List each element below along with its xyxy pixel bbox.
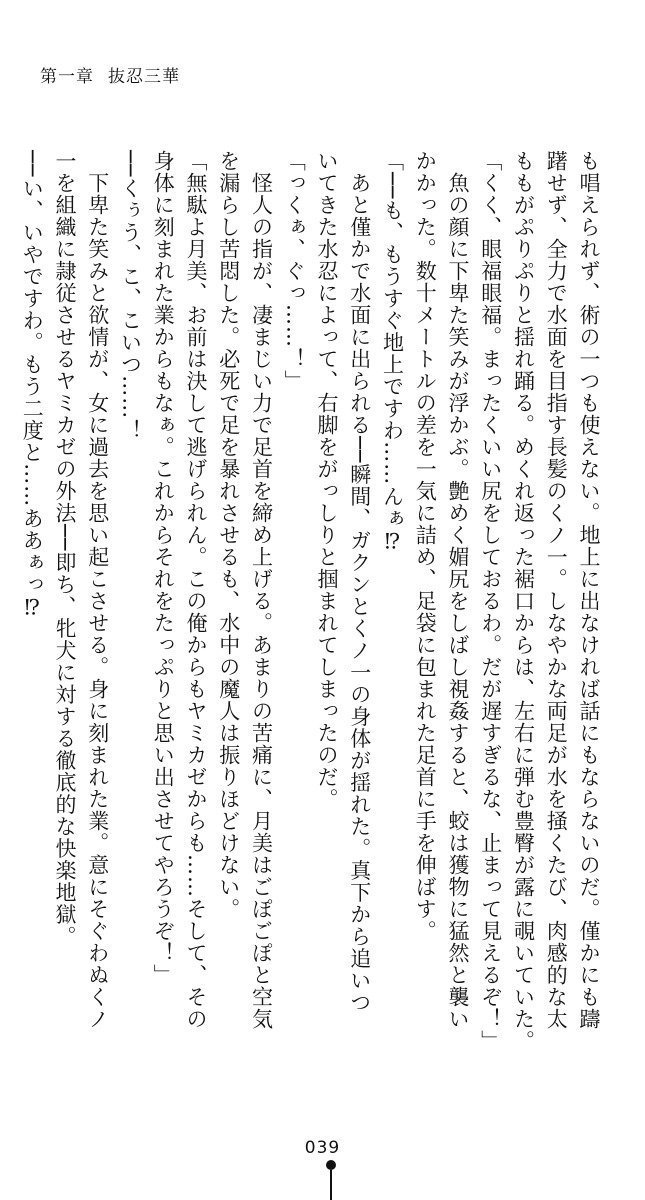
text-line: ももがぷりぷりと揺れ踊る。めくれ返った裾口からは、左右に弾む豊臀が露に覗いていた。 xyxy=(511,150,536,1052)
text-line: 「くく、眼福眼福。まったくいい尻をしておるわ。だが遅すぎるな、止まって見えるぞ！」 xyxy=(478,150,503,1052)
text-line: ──くぅう、こ、こいつ……！ xyxy=(118,150,143,442)
text-line: あと僅かで水面に出られる──瞬間、ガクンとくノ一の身体が揺れた。真下から追いつ xyxy=(347,150,372,1014)
text-line: 「──も、もうすぐ地上ですわ……んぁ⁉ xyxy=(380,150,405,555)
page-marker-dot xyxy=(326,1160,336,1170)
text-line: 一を組織に隷従させるヤミカゼの外法──即ち、牝犬に対する徹底的な快楽地獄。 xyxy=(53,150,77,948)
text-line: 魚の顔に下卑た笑みが浮かぶ。艶めく媚尻をしばし視姦すると、蛟は獲物に猛然と襲い xyxy=(446,150,470,1030)
page-number: 039 xyxy=(304,1138,341,1158)
text-line: 「っくぁ、ぐっ……！」 xyxy=(282,150,307,392)
chapter-header xyxy=(40,62,180,87)
text-line: 「無駄よ月美、お前は決して逃げられん。この俺からもヤミカゼからも……そして、その xyxy=(184,150,208,1030)
text-line: 下卑た笑みと欲情が、女に過去を思い起こさせる。身に刻まれた業。意にそぐわぬくノ xyxy=(85,150,110,1030)
text-line: を漏らし苦悶した。必死で足を暴れさせるも、水中の魔人は振りほどけない。 xyxy=(216,150,241,920)
page-marker-line xyxy=(330,1170,332,1200)
text-line: ──い、いやですわ。もう二度と……ああぁっ⁉ xyxy=(20,150,45,621)
text-line: かかった。数十メートルの差を一気に詰め、足袋に包まれた足首に手を伸ばす。 xyxy=(413,150,438,942)
text-line: 躇せず、全力で水面を目指す長髪のくノ一。しなやかな両足が水を掻くたび、肉感的な太 xyxy=(544,150,569,1030)
chapter-number: 第一章 xyxy=(40,67,94,87)
text-line: いてきた水忍によって、右脚をがっしりと掴まれてしまったのだ。 xyxy=(315,150,339,810)
text-line: 身体に刻まれた業からもなぁ。これからそれをたっぷりと思い出させてやろうぞ！」 xyxy=(151,150,176,986)
body-text xyxy=(20,150,605,1052)
text-line: 怪人の指が、凄まじい力で足首を締め上げる。あまりの苦痛に、月美はごぽごぽと空気 xyxy=(249,150,274,1030)
chapter-title: 抜忍三華 xyxy=(108,67,180,87)
text-line: も唱えられず、術の一つも使えない。地上に出なければ話にもならないのだ。僅かにも躊 xyxy=(577,150,601,1030)
